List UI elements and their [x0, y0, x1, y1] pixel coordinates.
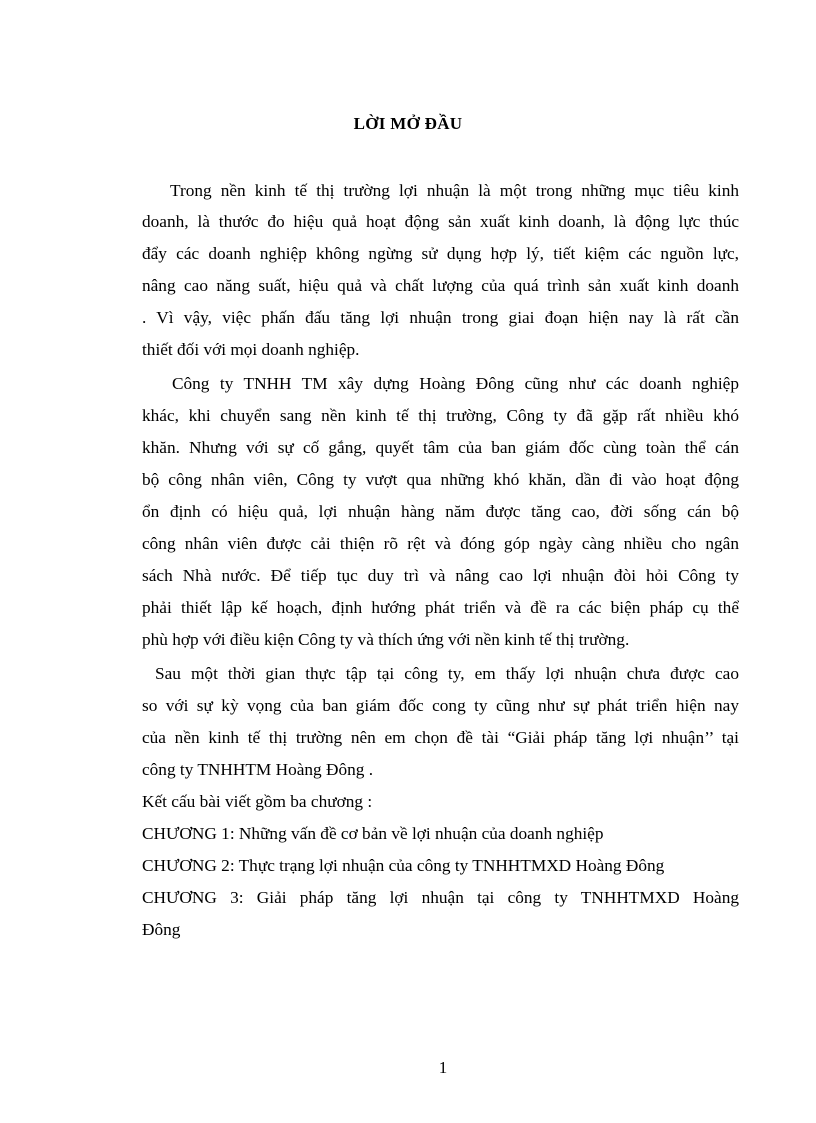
chapter-line: Đông [142, 920, 181, 939]
paragraph-line: sách Nhà nước. Để tiếp tục duy trì và nâng cao lợi nhuận đòi hỏi Công ty [142, 566, 739, 585]
page-title: LỜI MỞ ĐẦU [353, 114, 463, 133]
paragraph-line: nâng cao năng suất, hiệu quả và chất lượng của quá trình sản xuất kinh doanh [142, 276, 739, 295]
chapter-line: CHƯƠNG 3: Giải pháp tăng lợi nhuận tại công ty TNHHTMXD Hoàng [142, 888, 739, 907]
paragraph-line: doanh, là thước đo hiệu quả hoạt động sản xuất kinh doanh, là động lực thúc [142, 212, 739, 231]
paragraph-line: phù hợp với điều kiện Công ty và thích ứng với nền kinh tế thị trường. [142, 630, 630, 649]
paragraph-line: của nền kinh tế thị trường nên em chọn đề tài “Giải pháp tăng lợi nhuận’’ tại [142, 728, 739, 747]
paragraph-line: thiết đối với mọi doanh nghiệp. [142, 340, 360, 359]
paragraph-line: so với sự kỳ vọng của ban giám đốc cong ty cũng như sự phát triển hiện nay [142, 696, 739, 715]
paragraph-line: khăn. Nhưng với sự cố gắng, quyết tâm của ban giám đốc cùng toàn thể cán [142, 438, 739, 457]
chapter-line: CHƯƠNG 1: Những vấn đề cơ bản về lợi nhuận của doanh nghiệp [142, 824, 604, 843]
paragraph-line: ổn định có hiệu quả, lợi nhuận hàng năm được tăng cao, đời sống cán bộ [142, 502, 739, 521]
paragraph-line: đẩy các doanh nghiệp không ngừng sử dụng hợp lý, tiết kiệm các nguồn lực, [142, 244, 739, 263]
paragraph-line: công ty TNHHTM Hoàng Đông . [142, 760, 374, 779]
paragraph-line: khác, khi chuyển sang nền kinh tế thị trường, Công ty đã gặp rất nhiều khó [142, 406, 739, 425]
paragraph-line: bộ công nhân viên, Công ty vượt qua những khó khăn, dần đi vào hoạt động [142, 470, 739, 489]
paragraph-line: Công ty TNHH TM xây dựng Hoàng Đông cũng như các doanh nghiệp [172, 374, 739, 393]
chapter-line: CHƯƠNG 2: Thực trạng lợi nhuận của công ty TNHHTMXD Hoàng Đông [142, 856, 665, 875]
paragraph-line: công nhân viên được cải thiện rõ rệt và đóng góp ngày càng nhiều cho ngân [142, 534, 739, 553]
paragraph-line: . Vì vậy, việc phấn đấu tăng lợi nhuận trong giai đoạn hiện nay là rất cần [142, 308, 739, 327]
paragraph-line: Kết cấu bài viết gồm ba chương : [142, 792, 373, 811]
paragraph-line: Trong nền kinh tế thị trường lợi nhuận là một trong những mục tiêu kinh [170, 181, 739, 200]
page-number: 1 [438, 1058, 448, 1077]
paragraph-line: Sau một thời gian thực tập tại công ty, em thấy lợi nhuận chưa được cao [155, 664, 739, 683]
paragraph-line: phải thiết lập kế hoạch, định hướng phát triển và đề ra các biện pháp cụ thể [142, 598, 739, 617]
